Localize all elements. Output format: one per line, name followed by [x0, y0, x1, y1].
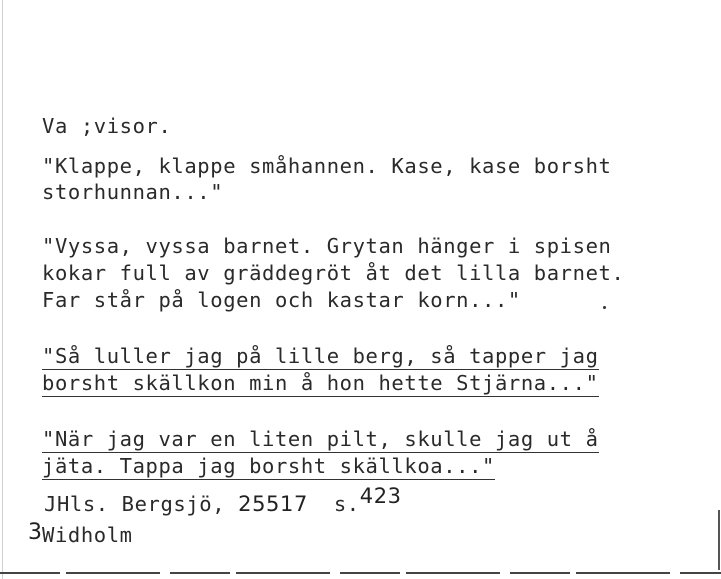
- card-right-edge: [718, 510, 720, 570]
- verse3-line1: [42, 344, 599, 368]
- verse2-line1: "Vyssa, vyssa barnet. Grytan hänger i spisen: [42, 234, 612, 258]
- recorder-name: Widholm: [42, 523, 133, 547]
- page-prefix: s.: [333, 492, 360, 516]
- verse3-line2-text: borsht skällkon min å hon hette Stjärna...": [42, 371, 599, 395]
- verse4-line2: [42, 454, 495, 478]
- verse3-line2: [42, 371, 599, 395]
- source-line: [44, 484, 402, 516]
- card-heading: Va ;visor.: [42, 114, 172, 138]
- verse3-line1-text: "Så luller jag på lille berg, så tapper jag: [42, 344, 599, 368]
- card-left-edge: [2, 0, 3, 579]
- card-bottom-edge: [0, 572, 721, 574]
- index-number: 3: [28, 520, 42, 545]
- source-prefix: JHls. Bergsjö,: [44, 492, 239, 516]
- verse4-line2-text: jäta. Tappa jag borsht skällkoa...": [42, 454, 495, 478]
- verse2-line2: kokar full av gräddegröt åt det lilla barnet.: [42, 261, 625, 285]
- verse2-line3: Far står på logen och kastar korn...": [42, 288, 521, 312]
- verse4-line1-text: "När jag var en liten pilt, skulle jag ut å: [42, 427, 599, 451]
- page-number: 423: [359, 484, 402, 508]
- verse1-line1: "Klappe, klappe småhannen. Kase, kase borsht: [42, 154, 612, 178]
- verse1-line2: storhunnan...": [42, 180, 224, 204]
- stray-dot: [603, 306, 606, 309]
- verse4-line1: [42, 427, 599, 451]
- source-number: 25517: [238, 492, 308, 516]
